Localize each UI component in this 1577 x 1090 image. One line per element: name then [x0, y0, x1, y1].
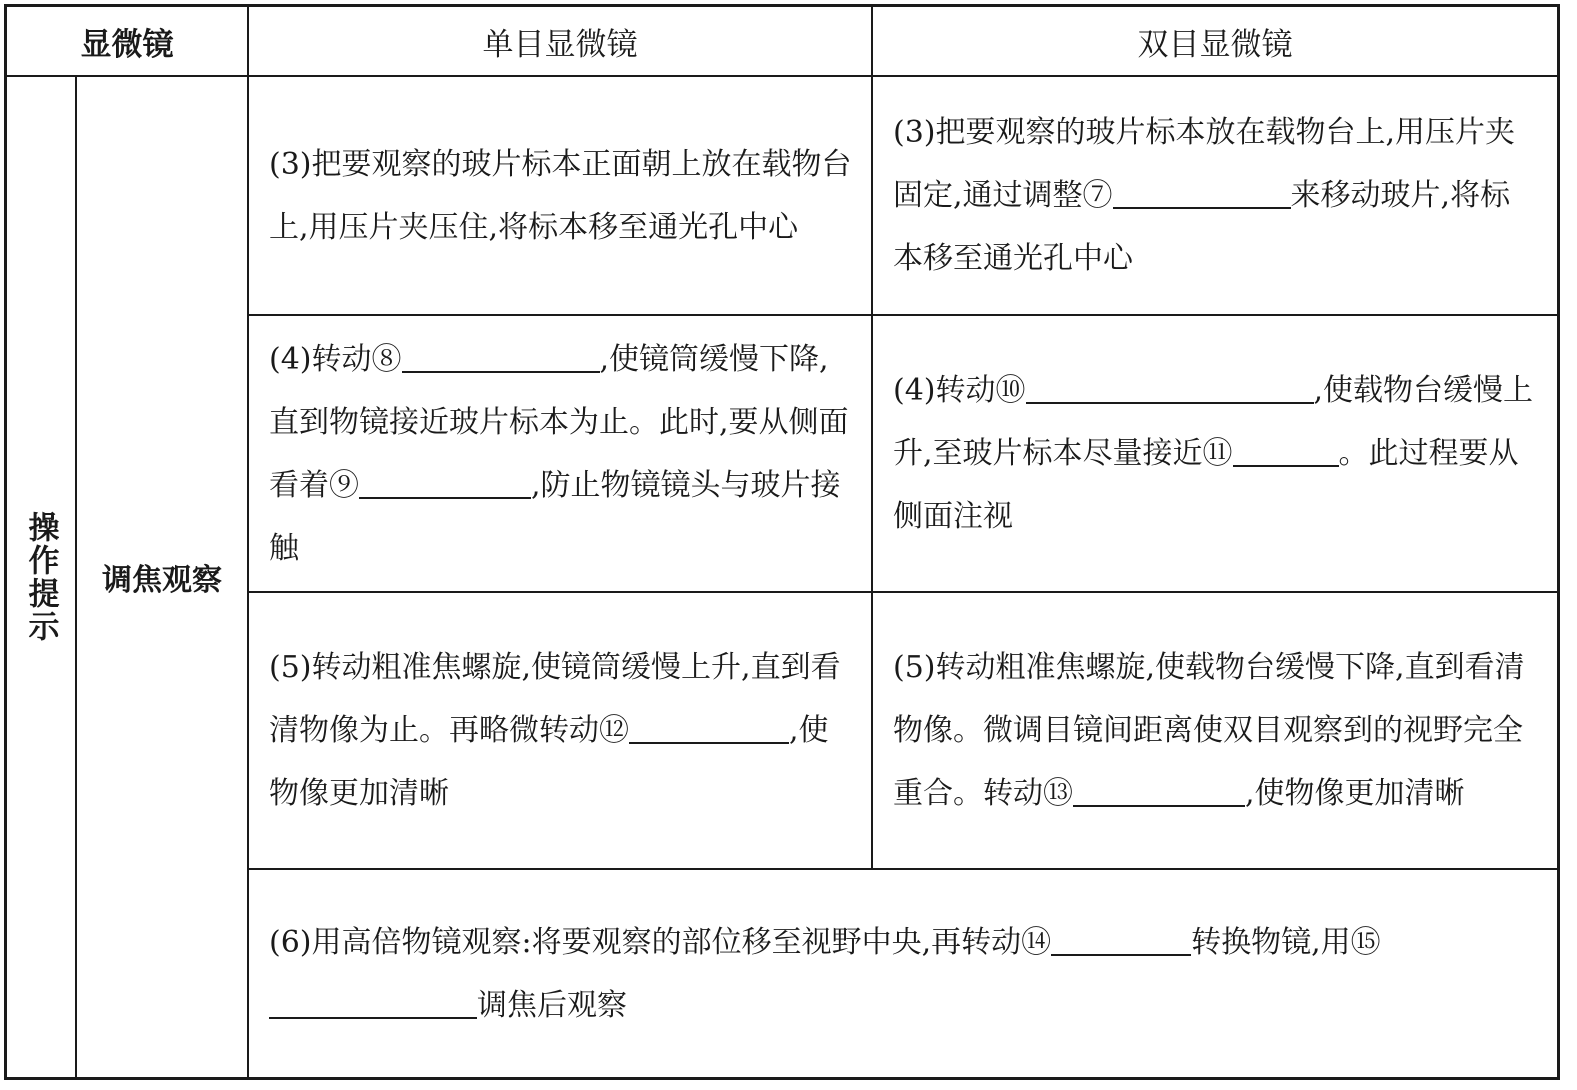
row5-binocular [873, 593, 1557, 868]
blank-14[interactable] [1051, 924, 1191, 956]
row4-binocular [873, 316, 1557, 591]
row4-mono-text-c: ,防止物镜镜头与玻片接触 [269, 467, 841, 566]
row3-binocular [873, 77, 1557, 314]
operation-tips-text: 操作提示 [22, 511, 59, 643]
blank-10[interactable] [1026, 372, 1314, 404]
row3-bino-text-b: 来移动玻片,将标本移至通光孔中心 [893, 178, 1511, 276]
blank-12[interactable] [629, 712, 789, 744]
blank-13[interactable] [1073, 775, 1245, 807]
row4-bino-text-c: 。此过程要从侧面注视 [893, 436, 1519, 534]
row5-bino-text-a: (5)转动粗准焦螺旋,使载物台缓慢下降,直到看清物像。微调目镜间距离使双目观察到的视野完全重合。转动⑬ [893, 650, 1525, 811]
header-binocular: 双目显微镜 [1137, 26, 1293, 63]
blank-7[interactable] [1113, 177, 1291, 209]
row3-mono-text: (3)把要观察的玻片标本正面朝上放在载物台上,用压片夹压住,将标本移至通光孔中心 [269, 146, 852, 245]
row6-text-c: 调焦后观察 [477, 987, 627, 1023]
row3-monocular [249, 77, 871, 314]
row4-bino-text-b: ,使载物台缓慢上升,至玻片标本尽量接近⑪ [893, 373, 1534, 471]
blank-15[interactable] [269, 987, 477, 1019]
row4-mono-text-a: (4)转动⑧ [269, 341, 402, 377]
row3-bino-text-a: (3)把要观察的玻片标本放在载物台上,用压片夹固定,通过调整⑦ [893, 115, 1516, 213]
blank-8[interactable] [402, 341, 600, 373]
header-microscope: 显微镜 [80, 26, 174, 63]
row4-bino-text-a: (4)转动⑩ [893, 373, 1026, 408]
row5-mono-text-a: (5)转动粗准焦螺旋,使镜筒缓慢上升,直到看清物像为止。再略微转动⑫ [269, 650, 841, 748]
blank-9[interactable] [359, 467, 531, 499]
header-monocular: 单目显微镜 [482, 26, 638, 63]
microscope-table [4, 4, 1560, 1080]
row6-high-power [249, 870, 1557, 1077]
row6-text-a: (6)用高倍物镜观察:将要观察的部位移至视野中央,再转动⑭ [269, 924, 1052, 960]
operation-tips-label [7, 77, 75, 1077]
row5-mono-text-b: ,使物像更加清晰 [269, 713, 829, 811]
row4-mono-text-b: ,使镜筒缓慢下降,直到物镜接近玻片标本为止。此时,要从侧面看着⑨ [269, 341, 849, 503]
row4-monocular [249, 316, 871, 591]
focus-observe-label: 调焦观察 [102, 563, 222, 598]
row5-monocular [249, 593, 871, 868]
row5-bino-text-b: ,使物像更加清晰 [1245, 776, 1465, 811]
blank-11[interactable] [1233, 435, 1339, 467]
row6-text-b: 转换物镜,用⑮ [1191, 924, 1381, 960]
